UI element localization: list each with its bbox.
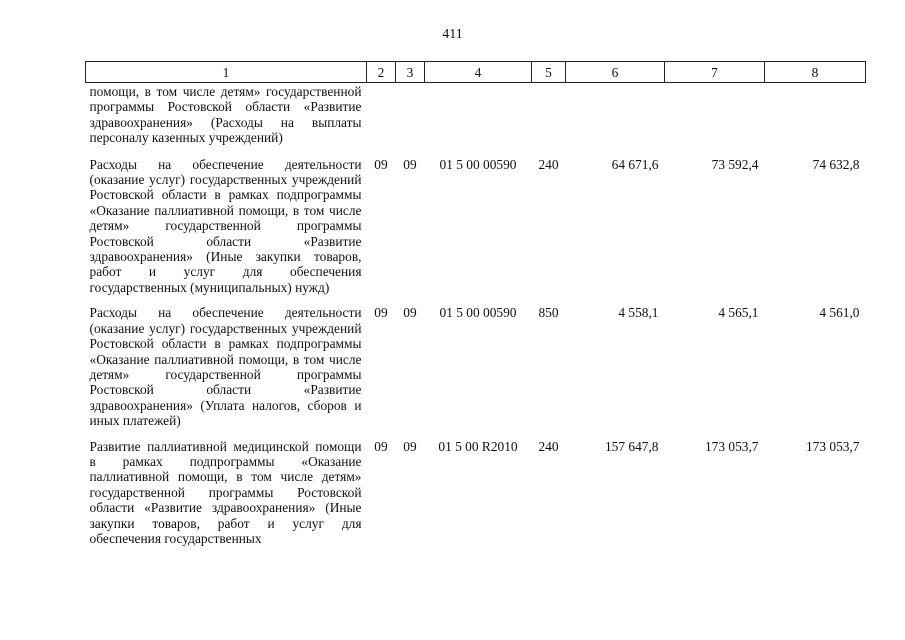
row-description: Развитие паллиативной медицинской помощи в рамках подпрограммы «Оказание паллиативной помощи, в том числе детям» государственной программы Ростовской области «Развитие здравоохранения» (Иные закупки товаров, работ и услуг для обеспечения государственных	[89, 438, 362, 546]
row-amount-col-6: 157 647,8	[604, 438, 659, 454]
row-description: Расходы на обеспечение деятельности (оказание услуг) государственных учреждений Ростовской области в рамках подпрограммы «Оказание паллиативной помощи, в том числе детям» государственной программы Ростовской области «Развитие здравоохранения» (Иные закупки товаров, работ и услуг для обеспечения государственных (муниципальных) нужд)	[89, 156, 362, 295]
header-col-2: 2	[367, 62, 396, 83]
row-amount-col-8: 74 632,8	[812, 156, 860, 172]
row-subsection: 09	[403, 438, 417, 454]
row-amount-col-7: 73 592,4	[711, 156, 759, 172]
page-number: 411	[442, 27, 463, 42]
header-col-7: 7	[665, 62, 765, 83]
table-header	[86, 62, 866, 83]
row-description: Расходы на обеспечение деятельности (оказание услуг) государственных учреждений Ростовской области в рамках подпрограммы «Оказание паллиативной помощи, в том числе детям» государственной программы Ростовской области «Развитие здравоохранения» (Уплата налогов, сборов и иных платежей)	[89, 305, 362, 429]
row-section: 09	[374, 438, 388, 454]
header-col-8: 8	[765, 62, 866, 83]
row-subsection	[396, 83, 425, 156]
row-expense-type: 240	[538, 156, 559, 172]
header-col-6: 6	[566, 62, 665, 83]
row-expense-type: 240	[538, 438, 559, 454]
table-row	[86, 438, 866, 556]
row-target-article	[425, 83, 532, 156]
table-body	[86, 83, 866, 556]
row-expense-type	[532, 83, 566, 156]
row-subsection: 09	[403, 156, 417, 172]
row-section: 09	[374, 305, 388, 321]
row-target-article: 01 5 00 00590	[439, 156, 517, 172]
row-amount-col-6: 4 558,1	[618, 305, 659, 321]
row-description: помощи, в том числе детям» государственной программы Ростовской области «Развитие здравоохранения» (Расходы на выплаты персоналу казенных учреждений)	[89, 84, 362, 146]
table-row	[86, 156, 866, 305]
row-amount-col-7	[665, 83, 765, 156]
header-col-1: 1	[86, 62, 367, 83]
row-expense-type: 850	[538, 305, 559, 321]
row-amount-col-6	[566, 83, 665, 156]
row-target-article: 01 5 00 R2010	[438, 438, 518, 454]
header-row	[86, 62, 866, 83]
row-section: 09	[374, 156, 388, 172]
row-amount-col-8	[765, 83, 866, 156]
row-amount-col-7: 4 565,1	[718, 305, 759, 321]
table-row	[86, 304, 866, 437]
row-target-article: 01 5 00 00590	[439, 305, 517, 321]
table-row	[86, 83, 866, 156]
row-amount-col-6: 64 671,6	[611, 156, 659, 172]
row-amount-col-8: 4 561,0	[819, 305, 860, 321]
row-amount-col-7: 173 053,7	[704, 438, 759, 454]
row-subsection: 09	[403, 305, 417, 321]
header-col-4: 4	[425, 62, 532, 83]
header-col-5: 5	[532, 62, 566, 83]
budget-table	[85, 61, 866, 555]
row-section	[367, 83, 396, 156]
header-col-3: 3	[396, 62, 425, 83]
row-amount-col-8: 173 053,7	[805, 438, 860, 454]
